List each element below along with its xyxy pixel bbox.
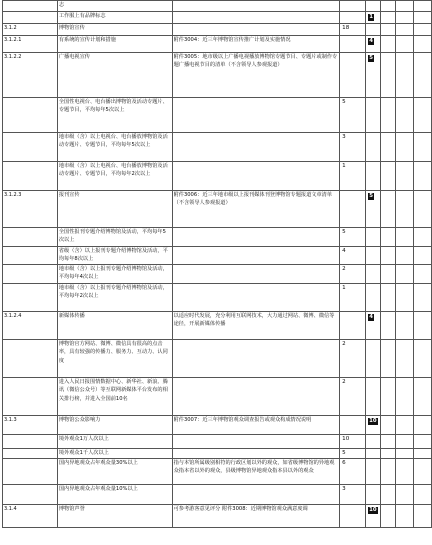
empty-cell <box>396 340 414 378</box>
empty-cell <box>396 133 414 162</box>
score-value <box>340 416 366 435</box>
empty-cell <box>396 505 414 528</box>
empty-cell <box>413 162 431 191</box>
empty-cell <box>381 435 396 449</box>
empty-cell <box>381 247 396 265</box>
empty-cell <box>396 435 414 449</box>
mark-badge <box>366 247 381 265</box>
score-value: 1 <box>340 284 366 312</box>
empty-cell <box>413 12 431 24</box>
score-value: 2 <box>340 340 366 378</box>
table-row <box>3 505 432 528</box>
mark-badge <box>366 265 381 284</box>
mark-badge <box>366 1 381 12</box>
empty-cell <box>413 36 431 53</box>
score-value: 10 <box>340 435 366 449</box>
empty-cell <box>381 133 396 162</box>
evidence-note <box>172 247 340 265</box>
item-text: 地市级（含）以上报刊专题介绍博物馆及活动，平均每年2次以上 <box>57 284 172 312</box>
score-value <box>340 191 366 228</box>
score-value: 5 <box>340 228 366 247</box>
table-row <box>3 416 432 435</box>
empty-cell <box>396 53 414 98</box>
mark-value: 10 <box>369 418 377 424</box>
table-row <box>3 12 432 24</box>
empty-cell <box>381 98 396 133</box>
item-id <box>3 485 58 505</box>
item-text: 境外观众1千人次以上 <box>57 449 172 459</box>
mark-badge <box>366 133 381 162</box>
table-row <box>3 191 432 228</box>
score-value <box>340 1 366 12</box>
item-text: 报刊宣传 <box>57 191 172 228</box>
item-text: 国内异地观众占年观众量30%以上 <box>57 459 172 485</box>
mark-badge <box>366 191 381 228</box>
empty-cell <box>381 505 396 528</box>
empty-cell <box>413 416 431 435</box>
mark-badge <box>366 340 381 378</box>
score-value <box>340 312 366 340</box>
empty-cell <box>381 1 396 12</box>
evidence-note <box>172 435 340 449</box>
item-text: 博物馆公众影响力 <box>57 416 172 435</box>
item-id <box>3 228 58 247</box>
table-row <box>3 284 432 312</box>
item-id: 3.1.2.3 <box>3 191 58 228</box>
empty-cell <box>396 284 414 312</box>
item-id <box>3 459 58 485</box>
evidence-note <box>172 24 340 36</box>
evidence-note: 附件3005：地市级以上广播电视播放博物馆专题节目、专题片或制作专题广播电视节目的清单（不含领导人参观报道） <box>172 53 340 98</box>
evidence-note <box>172 265 340 284</box>
empty-cell <box>381 162 396 191</box>
empty-cell <box>396 247 414 265</box>
item-id: 3.1.2.1 <box>3 36 58 53</box>
empty-cell <box>396 162 414 191</box>
score-value <box>340 505 366 528</box>
empty-cell <box>381 340 396 378</box>
empty-cell <box>381 24 396 36</box>
empty-cell <box>413 505 431 528</box>
evidence-note: 可参考游客意见评分 附件3008：近期博物馆观众满意度调 <box>172 505 340 528</box>
score-value: 6 <box>340 459 366 485</box>
empty-cell <box>396 312 414 340</box>
empty-cell <box>396 449 414 459</box>
table-row <box>3 449 432 459</box>
item-text: 新媒体传播 <box>57 312 172 340</box>
table-row <box>3 1 432 12</box>
evidence-note: 指与本馆所属级别相符的行政区划以外的观众，如省级博物馆的异地观众指本省以外的观众，县级博物馆异地观众指本县以外的观众 <box>172 459 340 485</box>
item-id: 3.1.4 <box>3 505 58 528</box>
empty-cell <box>396 485 414 505</box>
empty-cell <box>413 133 431 162</box>
empty-cell <box>381 459 396 485</box>
mark-badge <box>366 284 381 312</box>
table-row <box>3 228 432 247</box>
item-id <box>3 449 58 459</box>
empty-cell <box>413 284 431 312</box>
score-value <box>340 36 366 53</box>
empty-cell <box>413 312 431 340</box>
mark-badge <box>366 435 381 449</box>
empty-cell <box>413 485 431 505</box>
empty-cell <box>396 416 414 435</box>
item-id: 3.1.3 <box>3 416 58 435</box>
mark-badge <box>366 24 381 36</box>
empty-cell <box>413 340 431 378</box>
item-text: 志 <box>57 1 172 12</box>
empty-cell <box>396 378 414 416</box>
table-row <box>3 485 432 505</box>
table-row <box>3 312 432 340</box>
item-id: 3.1.2 <box>3 24 58 36</box>
empty-cell <box>413 24 431 36</box>
table-row <box>3 36 432 53</box>
table-row <box>3 133 432 162</box>
item-id: 3.1.2.4 <box>3 312 58 340</box>
table-row <box>3 435 432 449</box>
table-row <box>3 459 432 485</box>
empty-cell <box>413 191 431 228</box>
empty-cell <box>413 265 431 284</box>
mark-value: 4 <box>369 38 373 44</box>
mark-value: 5 <box>369 193 373 199</box>
mark-value: 4 <box>369 314 373 320</box>
evidence-note <box>172 228 340 247</box>
mark-badge <box>366 12 381 24</box>
mark-badge <box>366 485 381 505</box>
item-id <box>3 435 58 449</box>
score-value: 4 <box>340 247 366 265</box>
table-row <box>3 162 432 191</box>
item-id <box>3 1 58 12</box>
item-text: 地市级（含）以上报刊专题介绍博物馆及活动，平均每年4次以上 <box>57 265 172 284</box>
item-text: 省级（含）以上报刊专题介绍博物馆及活动，平均每年8次以上 <box>57 247 172 265</box>
mark-badge <box>366 459 381 485</box>
score-value: 3 <box>340 133 366 162</box>
score-value: 1 <box>340 162 366 191</box>
empty-cell <box>396 12 414 24</box>
evidence-note <box>172 1 340 12</box>
evaluation-table <box>2 0 432 528</box>
item-text: 广播电视宣传 <box>57 53 172 98</box>
evidence-note <box>172 162 340 191</box>
item-id <box>3 98 58 133</box>
empty-cell <box>381 53 396 98</box>
evidence-note <box>172 12 340 24</box>
evidence-note <box>172 133 340 162</box>
score-value: 18 <box>340 24 366 36</box>
mark-badge <box>366 312 381 340</box>
table-row <box>3 340 432 378</box>
empty-cell <box>381 228 396 247</box>
item-text: 工作服上有品牌标志 <box>57 12 172 24</box>
table-row <box>3 265 432 284</box>
score-value: 2 <box>340 265 366 284</box>
mark-value: 5 <box>369 55 373 61</box>
table-row <box>3 24 432 36</box>
evidence-note <box>172 378 340 416</box>
evidence-note <box>172 449 340 459</box>
evidence-note <box>172 485 340 505</box>
score-value: 5 <box>340 449 366 459</box>
item-text: 全国性电视台、电台播出博物馆及活动专题片、专题节目，平均每年5次以上 <box>57 98 172 133</box>
item-id <box>3 284 58 312</box>
empty-cell <box>381 485 396 505</box>
empty-cell <box>381 312 396 340</box>
evidence-note <box>172 98 340 133</box>
score-value <box>340 12 366 24</box>
item-id <box>3 162 58 191</box>
mark-badge <box>366 416 381 435</box>
item-id: 3.1.2.2 <box>3 53 58 98</box>
item-id <box>3 340 58 378</box>
empty-cell <box>396 98 414 133</box>
evidence-note: 附件3006：近三年地市级以上报刊媒体刊登博物馆专题报道文章清单（不含领导人参观报道） <box>172 191 340 228</box>
empty-cell <box>396 1 414 12</box>
empty-cell <box>396 36 414 53</box>
mark-badge <box>366 228 381 247</box>
evidence-note: 以适应时代发展，充分利用互联网技术，大力通过网站、微博、微信等途径，开展新媒体传播 <box>172 312 340 340</box>
empty-cell <box>381 449 396 459</box>
evidence-note: 附件3007：近三年博物馆观众调查报告或观众构成情况说明 <box>172 416 340 435</box>
empty-cell <box>381 36 396 53</box>
empty-cell <box>413 247 431 265</box>
empty-cell <box>413 228 431 247</box>
empty-cell <box>381 378 396 416</box>
item-id <box>3 133 58 162</box>
table-body <box>3 1 432 528</box>
empty-cell <box>396 265 414 284</box>
mark-value: 10 <box>369 507 377 513</box>
item-id <box>3 12 58 24</box>
mark-badge <box>366 162 381 191</box>
evidence-note <box>172 340 340 378</box>
table-row <box>3 53 432 98</box>
evidence-note: 附件3004：近三年博物馆宣传推广计划及实施情况 <box>172 36 340 53</box>
score-value <box>340 53 366 98</box>
item-text: 博物馆官方网站、微博、微信具有很高的点击率，具有较强的传播力、服务力、互动力、认同度 <box>57 340 172 378</box>
empty-cell <box>413 1 431 12</box>
empty-cell <box>413 459 431 485</box>
item-text: 境外观众1万人次以上 <box>57 435 172 449</box>
mark-badge <box>366 36 381 53</box>
item-text: 博物馆宣传 <box>57 24 172 36</box>
mark-badge <box>366 505 381 528</box>
score-value: 3 <box>340 485 366 505</box>
mark-badge <box>366 53 381 98</box>
mark-value: 1 <box>369 14 373 20</box>
empty-cell <box>381 12 396 24</box>
item-text: 地市级（含）以上电视台、电台播放博物馆及活动专题片、专题节目，平均每年5次以上 <box>57 133 172 162</box>
item-text: 有系统的宣传计划和措施 <box>57 36 172 53</box>
item-text: 进入人民日报围情数据中心、新华社、新浪、腾讯（微信公众号）等互联网新媒体平台发布的相关排行榜，并进入全国前10名 <box>57 378 172 416</box>
empty-cell <box>413 449 431 459</box>
empty-cell <box>413 53 431 98</box>
empty-cell <box>381 284 396 312</box>
item-text: 地市级（含）以上电视台、电台播放博物馆及活动专题片、专题节目，平均每年2次以上 <box>57 162 172 191</box>
empty-cell <box>413 435 431 449</box>
item-id <box>3 378 58 416</box>
empty-cell <box>396 228 414 247</box>
evidence-note <box>172 284 340 312</box>
score-value: 5 <box>340 98 366 133</box>
empty-cell <box>381 416 396 435</box>
table-row <box>3 378 432 416</box>
empty-cell <box>413 98 431 133</box>
table-row <box>3 247 432 265</box>
empty-cell <box>396 459 414 485</box>
item-id <box>3 265 58 284</box>
item-text: 博物馆声誉 <box>57 505 172 528</box>
empty-cell <box>396 191 414 228</box>
empty-cell <box>381 265 396 284</box>
item-text: 全国性报刊专题介绍博物馆及活动，平均每年5次以上 <box>57 228 172 247</box>
mark-badge <box>366 98 381 133</box>
score-value: 2 <box>340 378 366 416</box>
table-row <box>3 98 432 133</box>
item-id <box>3 247 58 265</box>
item-text: 国内异地观众占年观众量10%以上 <box>57 485 172 505</box>
empty-cell <box>381 191 396 228</box>
mark-badge <box>366 378 381 416</box>
mark-badge <box>366 449 381 459</box>
empty-cell <box>413 378 431 416</box>
empty-cell <box>396 24 414 36</box>
